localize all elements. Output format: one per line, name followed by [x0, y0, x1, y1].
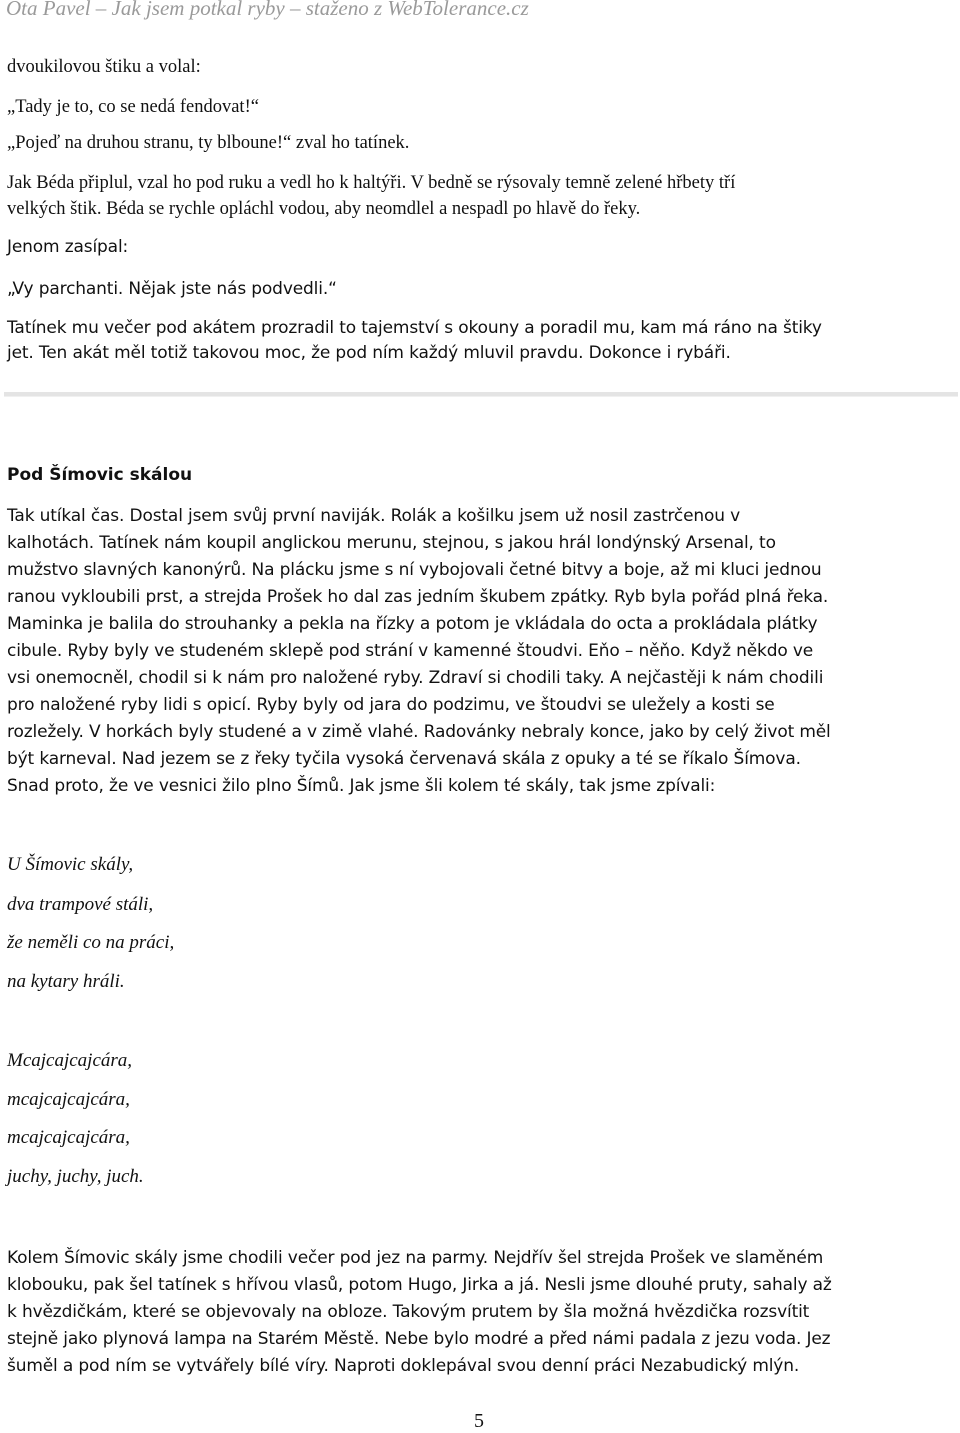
text-line: „Tady je to, co se nedá fendovat!“ — [7, 97, 259, 117]
text-line: Tak utíkal čas. Dostal jsem svůj první naviják. Rolák a košilku jsem už nosil zastrčenou v — [7, 506, 741, 526]
poem-line: U Šímovic skály, — [7, 854, 134, 875]
text-line: Jak Béda připlul, vzal ho pod ruku a vedl ho k haltýři. V bedně se rýsovaly temně zelené hřbety tří — [7, 173, 736, 193]
text-line: k hvězdičkám, které se objevovaly na obloze. Takovým prutem by šla možná hvězdička rozsvítit — [7, 1302, 810, 1322]
poem-line: mcajcajcajcára, — [7, 1089, 130, 1110]
text-line: stejně jako plynová lampa na Starém Městě. Nebe bylo modré a před námi padala z jezu voda. Jez — [7, 1329, 831, 1349]
text-line: Tatínek mu večer pod akátem prozradil to tajemství s okouny a poradil mu, kam má ráno na štiky — [7, 318, 822, 338]
poem-line: juchy, juchy, juch. — [7, 1166, 144, 1187]
text-line: kalhotách. Tatínek nám koupil anglickou merunu, stejnou, s jakou hrál londýnský Arsenal, to — [7, 533, 776, 553]
poem-line: na kytary hráli. — [7, 971, 125, 992]
poem-line: mcajcajcajcára, — [7, 1127, 130, 1148]
section-title: Pod Šímovic skálou — [7, 465, 193, 485]
text-line: velkých štik. Béda se rychle opláchl vodou, aby neomdlel a nespadl po hlavě do řeky. — [7, 199, 641, 219]
poem-line: dva trampové stáli, — [7, 894, 154, 915]
text-line: rozležely. V horkách byly studené a v zimě vlahé. Radovánky nebraly konce, jako by celý život měl — [7, 722, 831, 742]
document-header: Ota Pavel – Jak jsem potkal ryby – staženo z WebTolerance.cz — [6, 0, 529, 20]
text-line: být karneval. Nad jezem se z řeky tyčila vysoká červenavá skála z opuky a té se říkalo Šímova. — [7, 749, 801, 769]
text-line: dvoukilovou štiku a volal: — [7, 57, 201, 77]
text-line: „Vy parchanti. Nějak jste nás podvedli.“ — [7, 279, 337, 299]
poem-line: že neměli co na práci, — [7, 932, 175, 953]
text-line: „Pojeď na druhou stranu, ty blboune!“ zval ho tatínek. — [7, 133, 410, 153]
text-line: Snad proto, že ve vesnici žilo plno Šímů. Jak jsme šli kolem té skály, tak jsme zpívali: — [7, 776, 716, 796]
page-number: 5 — [474, 1410, 484, 1432]
text-line: vsi onemocněl, chodil si k nám pro naložené ryby. Zdraví si chodili taky. A nejčastěji k nám chodili — [7, 668, 824, 688]
text-line: Maminka je balila do strouhanky a pekla na řízky a potom je vkládala do octa a prokládala plátky — [7, 614, 818, 634]
text-line: Jenom zasípal: — [7, 237, 129, 257]
text-line: ranou vykloubili prst, a strejda Prošek ho dal zas jedním škubem zpátky. Ryb byla pořád plná řeka. — [7, 587, 829, 607]
poem-line: Mcajcajcajcára, — [7, 1050, 133, 1071]
text-line: cibule. Ryby byly ve studeném sklepě pod strání v kamenné štoudvi. Eňo – něňo. Když někdo ve — [7, 641, 814, 661]
text-line: pro naložené ryby lidi s opicí. Ryby byly od jara do podzimu, ve štoudvi se uležely a kosti se — [7, 695, 775, 715]
text-line: šuměl a pod ním se vytvářely bílé víry. Naproti doklepával svou denní práci Nezabudický mlýn. — [7, 1356, 800, 1376]
text-line: klobouku, pak šel tatínek s hřívou vlasů, potom Hugo, Jirka a já. Nesli jsme dlouhé pruty, sahaly až — [7, 1275, 832, 1295]
text-line: Kolem Šímovic skály jsme chodili večer pod jez na parmy. Nejdřív šel strejda Prošek ve slaměném — [7, 1248, 824, 1268]
text-line: jet. Ten akát měl totiž takovou moc, že pod ním každý mluvil pravdu. Dokonce i rybáři. — [7, 343, 731, 363]
horizontal-divider — [4, 392, 958, 397]
text-line: mužstvo slavných kanonýrů. Na plácku jsme s ní vybojovali četné bitvy a boje, až mi kluci jednou — [7, 560, 822, 580]
